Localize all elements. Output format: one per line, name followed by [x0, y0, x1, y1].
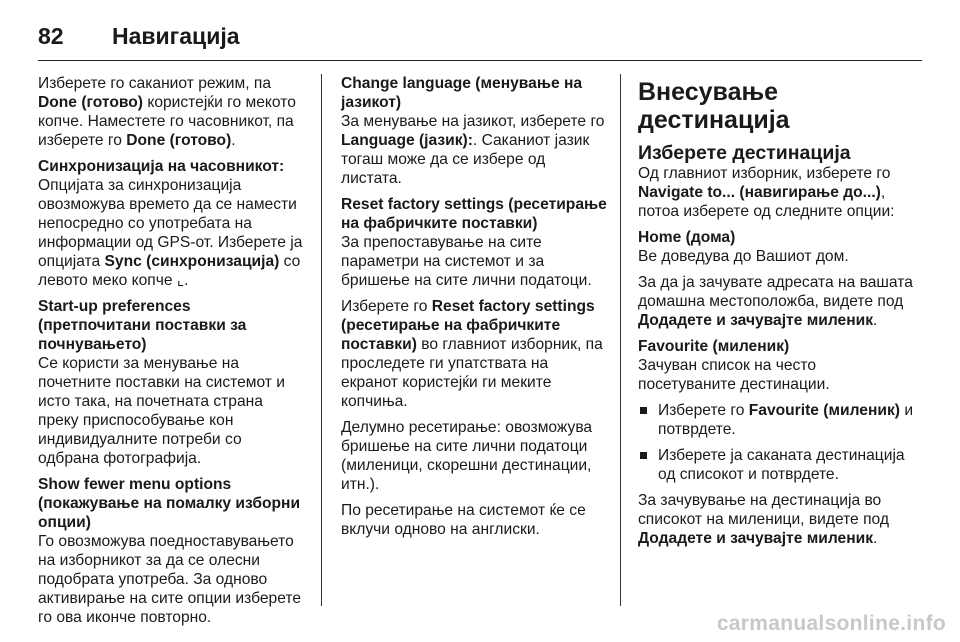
text: Изберете го саканиот режим, па: [38, 75, 272, 92]
section-heading: Home (дома): [638, 229, 736, 246]
text: .: [873, 530, 878, 547]
bold-term: Language (јазик):: [341, 132, 473, 149]
bold-term: Sync (синхронизација): [104, 253, 280, 270]
text: За менување на јазикот, изберете го: [341, 113, 605, 130]
column-divider: [321, 74, 322, 606]
bold-term: Navigate to... (навигирање до...): [638, 184, 881, 201]
text: . Саканиот јазик тогаш може да се избере од листата.: [341, 132, 590, 187]
bold-term: Done (готово): [38, 94, 143, 111]
paragraph: Го овозможува поедноставувањето на изборникот за да се олесни подобрата употреба. За одново активирање на сите опции изберете го ова иконче повторно.: [38, 533, 302, 626]
paragraph: По ресетирање на системот ќе се вклучи одново на англиски.: [341, 502, 586, 538]
text: со левото меко копче ⌞.: [38, 253, 301, 289]
list-item: [638, 446, 918, 484]
section-heading: Favourite (миленик): [638, 338, 790, 355]
subsection-title: Изберете дестинација: [638, 142, 851, 164]
text: Од главниот изборник, изберете го: [638, 165, 891, 182]
text: За да ја зачувате адресата на вашата домашна местоположба, видете под: [638, 274, 913, 310]
section-heading: Синхронизација на часовникот:: [38, 158, 285, 175]
paragraph: [38, 74, 306, 150]
paragraph: [38, 176, 306, 290]
paragraph: [638, 491, 918, 548]
header-rule: [38, 60, 922, 61]
bold-term: Done (готово): [126, 132, 232, 149]
text: во главниот изборник, па проследете ги упатствата на екранот користејќи ги меките копчиња.: [341, 336, 603, 410]
bold-term: Додадете и зачувајте миленик: [638, 530, 874, 547]
text: .: [231, 132, 236, 149]
text: За зачувување на дестинација во списокот на миленици, видете под: [638, 492, 889, 528]
section-heading: Show fewer menu options (покажување на помалку изборни опции): [38, 476, 301, 531]
paragraph: Делумно ресетирање: овозможува бришење на сите лични податоци (миленици, скорешни дестинации, итн.).: [341, 419, 593, 493]
square-bullet-icon: [640, 452, 647, 459]
column-divider: [620, 74, 621, 606]
paragraph: [638, 164, 918, 221]
page-header: [38, 12, 922, 60]
paragraph: Ве доведува до Вашиот дом.: [638, 248, 849, 265]
text: Изберете го: [658, 402, 749, 419]
bold-term: Favourite (миленик): [748, 402, 900, 419]
text: .: [873, 312, 878, 329]
paragraph: [341, 297, 609, 411]
paragraph: Се користи за менување на почетните поставки на системот и исто така, на почетната страна преку приспособување кон индивидуалните потреби со одбрана фотографија.: [38, 355, 285, 467]
section-heading: Start-up preferences (претпочитани поставки за почнувањето): [38, 298, 247, 353]
list-item: [638, 401, 918, 439]
column-1: [38, 74, 306, 634]
column-3: [638, 74, 918, 555]
paragraph: За препоставување на сите параметри на системот и за бришење на сите лични податоци.: [341, 234, 592, 289]
bold-term: Додадете и зачувајте миленик: [638, 312, 874, 329]
page-title: Навигација: [112, 22, 240, 49]
text: Изберете ја саканата дестинација од списокот и потврдете.: [658, 447, 905, 483]
section-heading: Change language (менување на јазикот): [341, 75, 583, 111]
bullet-list: [638, 401, 918, 484]
paragraph: Зачуван список на често посетуваните дестинации.: [638, 357, 830, 393]
page-number: 82: [38, 22, 64, 49]
text: Изберете го: [341, 298, 432, 315]
text: Опцијата за синхронизација овозможува времето да се намести непосредно со употребата на информации од GPS-от. Изберете ја опцијата: [38, 177, 303, 270]
chapter-title: Внесување дестинација: [638, 78, 790, 134]
watermark: carmanualsonline.info: [716, 612, 946, 635]
text: и потврдете.: [658, 402, 914, 438]
column-2: [341, 74, 609, 546]
text: , потоа изберете од следните опции:: [638, 184, 895, 220]
square-bullet-icon: [640, 407, 647, 414]
paragraph: [638, 273, 918, 330]
bold-term: Reset factory settings (ресетирање на фабричките поставки): [341, 298, 595, 353]
paragraph: [341, 112, 609, 188]
section-heading: Reset factory settings (ресетирање на фабричките поставки): [341, 196, 607, 232]
text: користејќи го мекото копче. Наместете го часовникот, па изберете го: [38, 94, 296, 149]
